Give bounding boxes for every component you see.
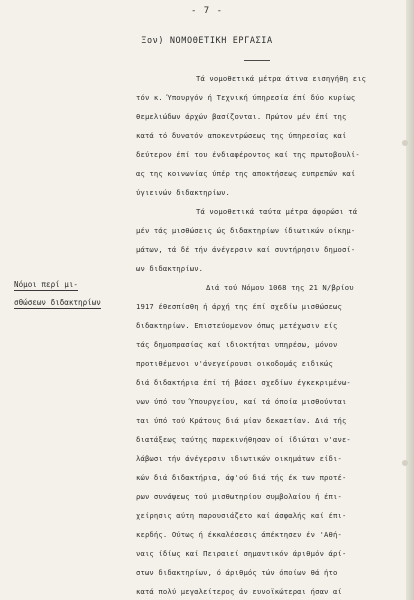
text-line: κατά πολύ μεγαλείτερος άν ευνοϊκώτεραι ήσαν αί	[136, 587, 342, 596]
text-line: χείρησις αύτη παρουσιάζετο καί άσφαλής καί έπι-	[136, 511, 347, 520]
text-line: νων ύπό του Ύπουργείου, καί τά όποία μισθούνται	[136, 397, 347, 406]
text-line: Τά νομοθετικά μέτρα άτινα εισηγήθη εις	[196, 74, 367, 83]
page-number: - 7 -	[190, 6, 224, 16]
text-line: μέν τάς μισθώσεις ώς διδακτηρίων ίδιωτικών οίκημ-	[136, 226, 356, 235]
text-line: λάβωσι τήν άνέγερσιν ιδιωτικών οικημάτων είδι-	[136, 454, 342, 463]
text-line: ται ύπό τού Κράτους διά μίαν δεκαετίαν. Διά τής	[136, 416, 347, 425]
text-line: κερδής. Ούτως ή έκκαλέσεσις άπέκτησεν έν 'Αθή-	[136, 530, 342, 539]
text-line: ας της κοινωνίας ύπέρ της αποκτήσεως ευπρεπών καί	[136, 169, 356, 178]
title-underline	[244, 60, 270, 61]
margin-note-line-2: σθώσεων διδακτηρίων	[14, 298, 101, 307]
text-line: διατάξεως ταύτης παρεκινήθησαν οί ίδιώται ν'ανε-	[136, 435, 351, 444]
binding-hole-mark	[402, 140, 408, 146]
text-line: στων διδακτηρίων, ό άριθμός τών όποίων θά ήτο	[136, 568, 338, 577]
text-line: διά διδακτήρια έπί τή βάσει σχεδίων έγκεκριμένω-	[136, 378, 351, 387]
text-line: διδακτηρίων. Επιστεύομενον όπως μετέχωσιν είς	[136, 321, 338, 330]
text-line: τόν κ. Ύπουργόν ή Τεχνική ύπηρεσία έπί δύο κυρίως	[136, 93, 356, 102]
text-line: 1917 έθεσπίσθη ή άρχή της έπί σχεδίω μισθώσεως	[136, 302, 342, 311]
text-line: προτιθέμενοι ν'άνεγείρουσι οικοδομάς ειδικώς	[136, 359, 333, 368]
text-line: ύγιεινών διδακτηρίων.	[136, 188, 231, 197]
section-title: Ξον) ΝΟΜΟΘΕΤΙΚΗ ΕΡΓΑΣΙΑ	[141, 36, 273, 46]
text-line: ων διδακτηρίων.	[136, 264, 204, 273]
binding-hole-mark	[402, 460, 408, 466]
text-line: θεμελιώδων άρχών βασίζονται. Πρώτον μέν έπί της	[136, 112, 347, 121]
text-line: ρων συνάψεως τού μισθωτηρίου συμβολαίου ή έπι-	[136, 492, 342, 501]
text-line: Διά τού Νόμου 1068 της 21 Ν/βρίου	[206, 283, 354, 292]
text-line: Τά νομοθετικά ταύτα μέτρα άφορώσι τά	[196, 207, 358, 216]
page-edge-shadow	[406, 0, 414, 600]
text-line: μάτων, τά δέ τήν άνέγερσιν καί συντήρησιν δημοσί-	[136, 245, 356, 254]
margin-note	[14, 298, 101, 308]
text-line: κατά τό δυνατόν αποκεντρώσεως της ύπηρεσίας καί	[136, 131, 347, 140]
margin-note	[14, 280, 78, 290]
text-line: ναις ίδίως καί Πειραιεί σημαντικόν άριθμόν άρί-	[136, 549, 347, 558]
text-line: δεύτερον έπί του ένδιαφέροντος καί της πρωτοβουλί-	[136, 150, 360, 159]
text-line: τάς δημοπρασίας καί ιδιοκτήται υπηρέσω, μόνον	[136, 340, 338, 349]
margin-note-line-1: Νόμοι περί μι-	[14, 280, 79, 289]
text-line: κών διά διδακτήρια, άφ'ού διά τής έκ των προτέ-	[136, 473, 347, 482]
